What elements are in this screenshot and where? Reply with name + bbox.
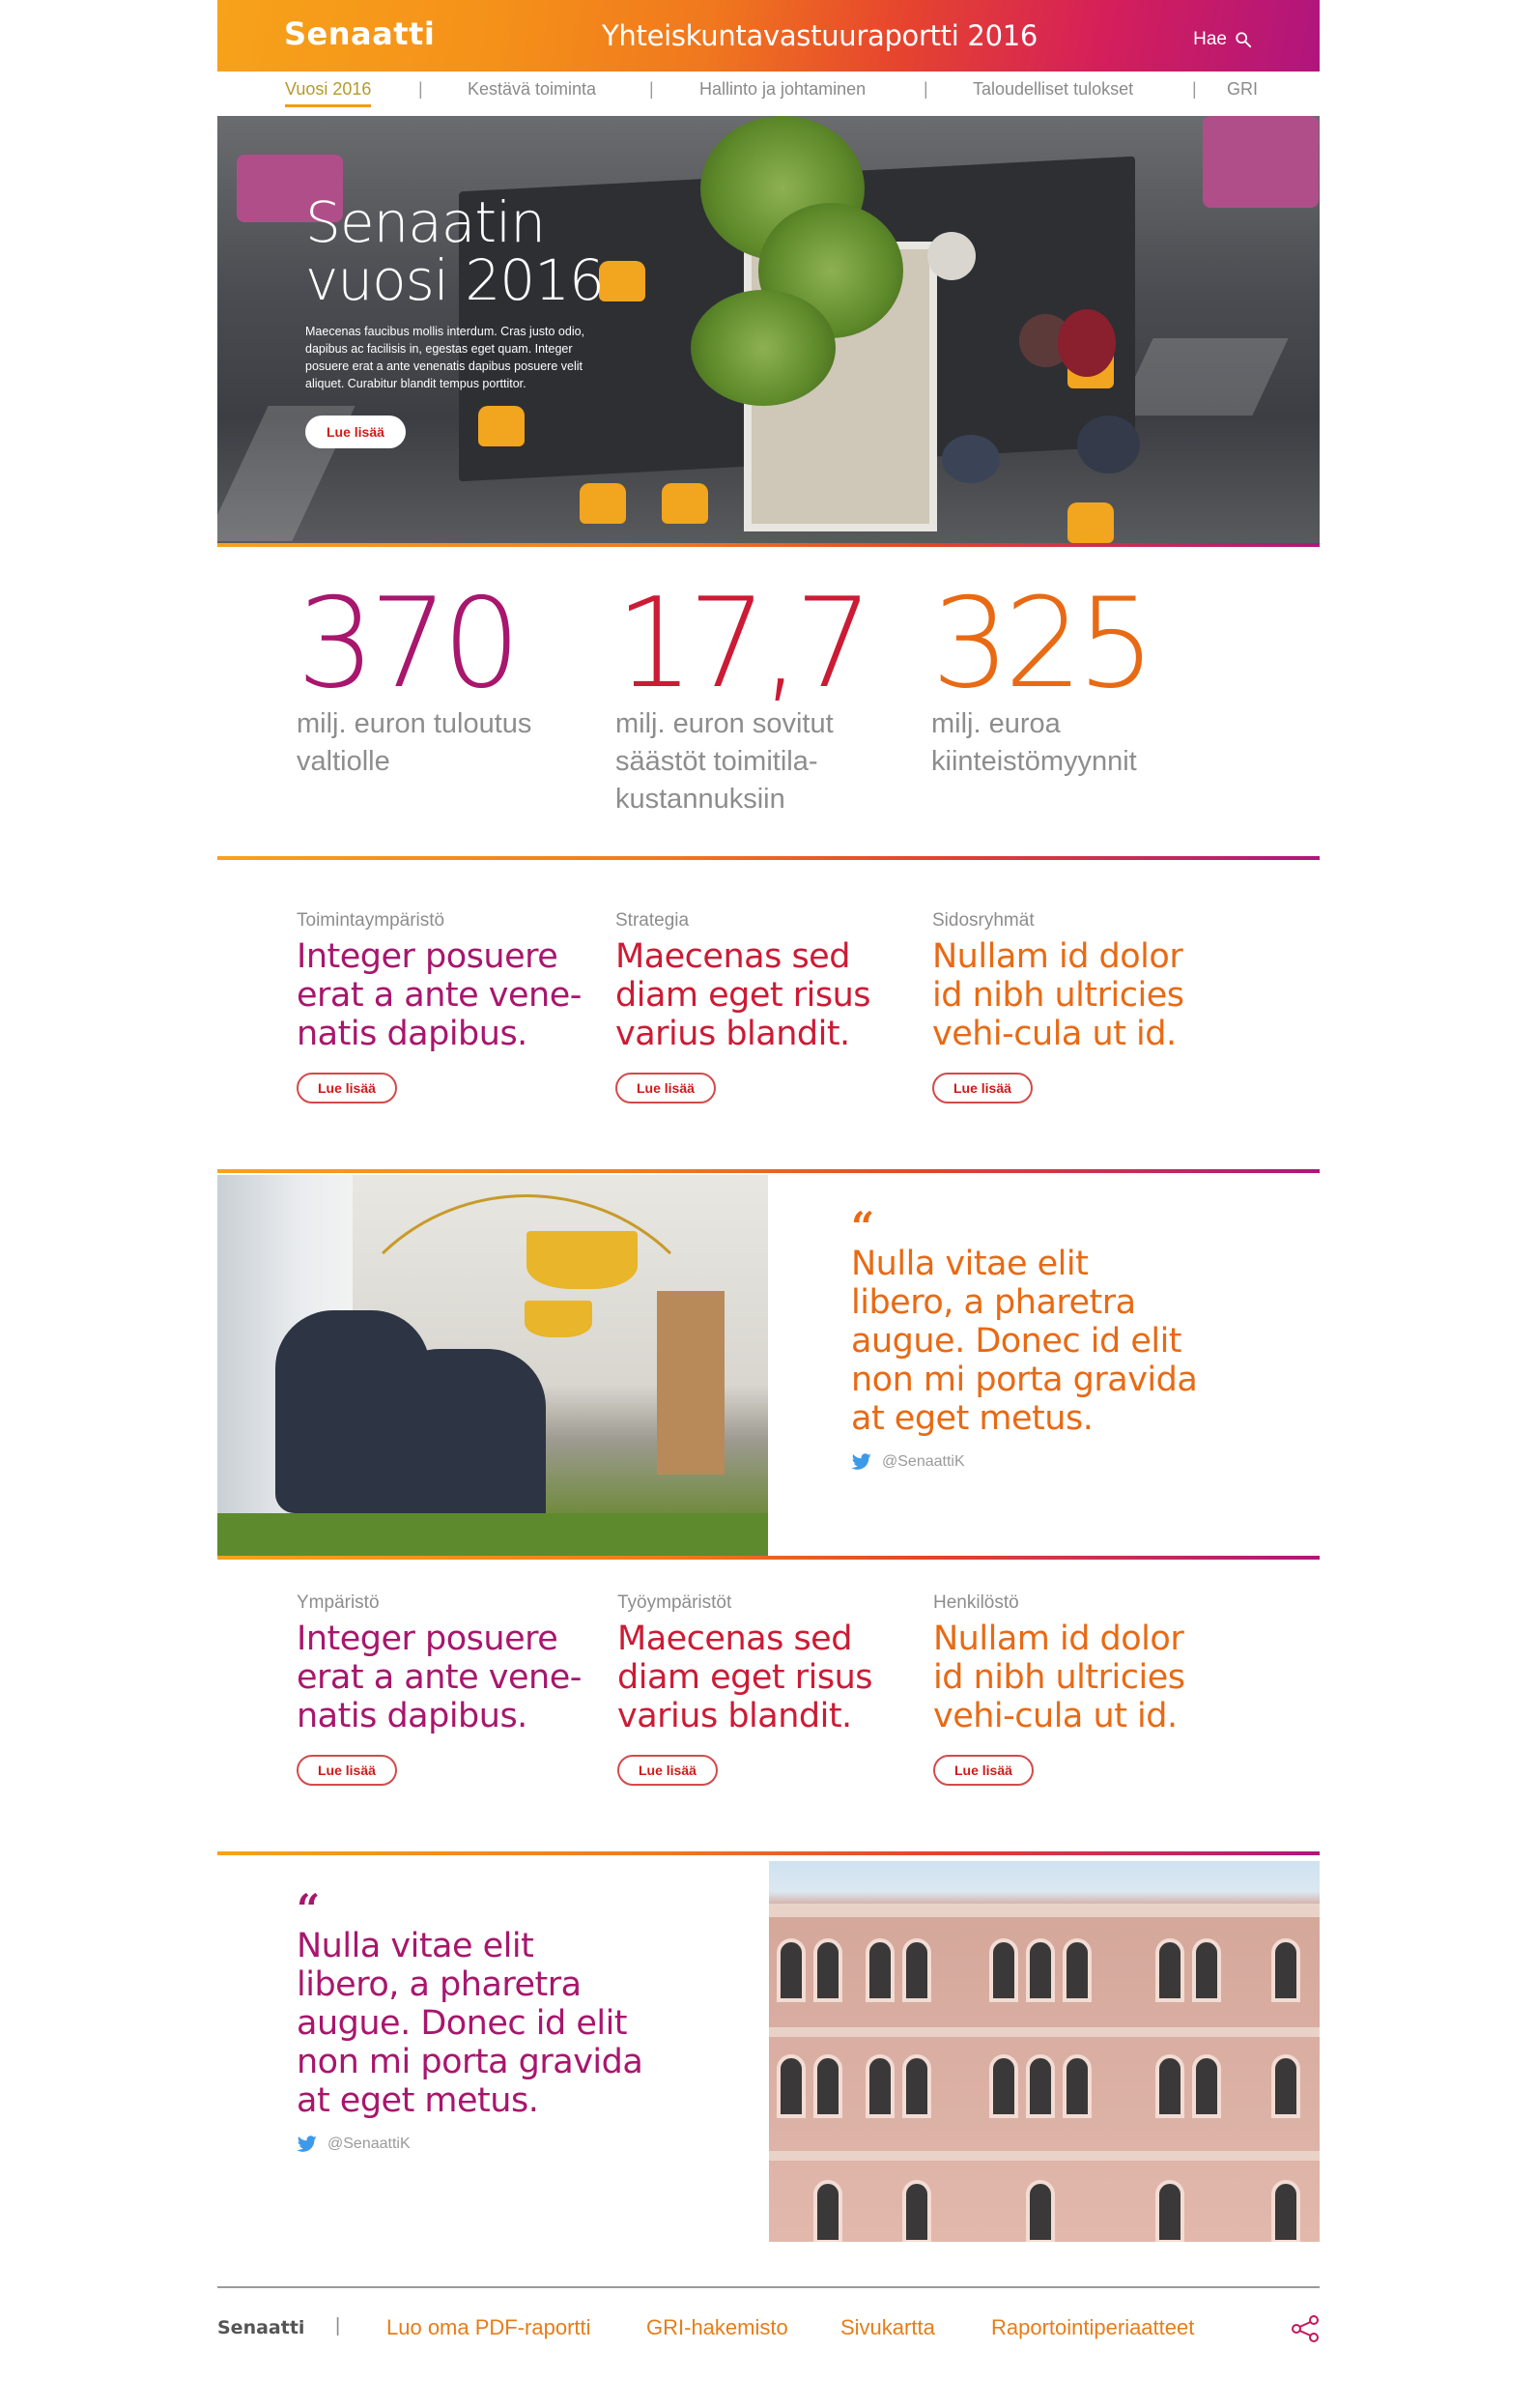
- person: [1077, 416, 1140, 473]
- nav-item-gri[interactable]: GRI: [1227, 79, 1259, 99]
- feature-card: [615, 910, 905, 1104]
- stat-label-line: milj. euroa: [931, 708, 1061, 739]
- cornice: [769, 2151, 1320, 2161]
- person: [927, 232, 976, 280]
- stat-label: [615, 705, 905, 818]
- building-window: [1155, 2054, 1184, 2118]
- feature-read-more-button[interactable]: Lue lisää: [617, 1755, 718, 1786]
- building-window: [1271, 1938, 1300, 2002]
- chair: [580, 483, 626, 524]
- feature-read-more-button[interactable]: Lue lisää: [297, 1755, 397, 1786]
- feature-category: Toimintaympäristö: [297, 910, 445, 931]
- divider: [217, 543, 1320, 547]
- footer-link-principles[interactable]: Raportointiperiaatteet: [991, 2315, 1195, 2339]
- quote-block: [851, 1203, 1199, 1471]
- sofa: [1203, 116, 1319, 208]
- twitter-icon: [297, 2136, 318, 2153]
- hero-text: [305, 189, 624, 448]
- feature-read-more-button[interactable]: Lue lisää: [932, 1073, 1033, 1104]
- rug: [217, 1513, 768, 1556]
- search-icon: [1235, 31, 1252, 48]
- divider: [217, 1169, 1320, 1173]
- lounge-photo: [217, 1175, 768, 1556]
- stat-label-line: valtiolle: [297, 746, 390, 777]
- stat-label: [931, 705, 1221, 781]
- feature-title: Maecenas sed diam eget risus varius blandit.: [617, 1620, 873, 1735]
- footer-link-gri[interactable]: GRI-hakemisto: [646, 2315, 788, 2339]
- feature-category: Ympäristö: [297, 1592, 380, 1613]
- person: [942, 435, 1000, 483]
- nav-item-hallinto[interactable]: Hallinto ja johtaminen: [699, 79, 867, 99]
- stat-item: [297, 572, 586, 781]
- quote-text: Nulla vitae elit libero, a pharetra augue. Donec id elit non mi porta gravida at eget metus.: [851, 1245, 1198, 1438]
- feature-card: [297, 1592, 586, 1786]
- main-nav: [217, 72, 1320, 116]
- footer: [217, 2315, 1320, 2344]
- quote-block: [297, 1885, 644, 2153]
- twitter-handle-text: @SenaattiK: [327, 2136, 411, 2152]
- hero-heading-line: vuosi 2016: [305, 247, 604, 313]
- divider: [217, 1556, 1320, 1560]
- stat-number: 325: [931, 572, 1151, 716]
- building-window: [1155, 1938, 1184, 2002]
- hero-heading: [305, 189, 624, 313]
- floor-lamp: [526, 1231, 638, 1289]
- twitter-handle[interactable]: [297, 2136, 644, 2153]
- tree-foliage: [691, 290, 836, 406]
- stat-number: 17,7: [615, 572, 868, 716]
- building-window: [777, 2054, 806, 2118]
- stat-number: 370: [297, 572, 516, 716]
- feature-read-more-button[interactable]: Lue lisää: [297, 1073, 397, 1104]
- footer-divider: [217, 2286, 1320, 2288]
- footer-separator: |: [335, 2315, 341, 2336]
- twitter-handle[interactable]: [851, 1453, 1199, 1471]
- cornice: [769, 1904, 1320, 1917]
- building-window: [989, 2054, 1018, 2118]
- nav-separator: |: [418, 79, 423, 99]
- building-window: [902, 1938, 931, 2002]
- floor-lamp: [525, 1301, 592, 1337]
- building-photo: [769, 1861, 1320, 2242]
- feature-card: [617, 1592, 907, 1786]
- share-icon[interactable]: [1291, 2315, 1320, 2342]
- building-window: [1063, 2054, 1092, 2118]
- stat-label-line: säästöt toimitila-: [615, 746, 818, 777]
- hero-read-more-button[interactable]: Lue lisää: [305, 416, 406, 448]
- feature-card: [297, 910, 586, 1104]
- stat-item: [615, 572, 905, 818]
- footer-link-sitemap[interactable]: Sivukartta: [840, 2315, 935, 2339]
- feature-title: Nullam id dolor id nibh ultricies vehi-cula ut id.: [933, 1620, 1185, 1735]
- feature-title: Integer posuere erat a ante vene-natis dapibus.: [297, 937, 582, 1053]
- footer-logo[interactable]: Senaatti: [217, 2317, 305, 2338]
- feature-title: Integer posuere erat a ante vene-natis dapibus.: [297, 1620, 582, 1735]
- building-window: [989, 1938, 1018, 2002]
- feature-category: Sidosryhmät: [932, 910, 1035, 931]
- feature-read-more-button[interactable]: Lue lisää: [933, 1755, 1034, 1786]
- hero-body: Maecenas faucibus mollis interdum. Cras justo odio, dapibus ac facilisis in, egestas eget quam. Integer posuere erat a ante venenatis dapibus posuere velit aliquet. Curabitur blandit tempus porttitor.: [305, 325, 585, 390]
- chair: [662, 483, 708, 524]
- building-window: [1192, 1938, 1221, 2002]
- floor-light: [1117, 338, 1288, 416]
- divider: [217, 856, 1320, 860]
- feature-card: [933, 1592, 1223, 1786]
- feature-read-more-button[interactable]: Lue lisää: [615, 1073, 716, 1104]
- quote-mark: “: [851, 1203, 875, 1250]
- stat-label-line: milj. euron sovitut: [615, 708, 834, 739]
- building-window: [813, 2054, 842, 2118]
- feature-category: Strategia: [615, 910, 690, 931]
- report-title: Yhteiskuntavastuuraportti 2016: [602, 19, 1038, 52]
- building-window: [1271, 2180, 1300, 2242]
- building-window: [777, 1938, 806, 2002]
- hero-heading-line: Senaatin: [305, 189, 545, 255]
- hero-banner: [217, 116, 1320, 547]
- header-bar: [217, 0, 1320, 72]
- chair: [1067, 502, 1114, 543]
- building-window: [813, 1938, 842, 2002]
- quote-mark: “: [297, 1885, 321, 1933]
- building-window: [902, 2054, 931, 2118]
- feature-card: [932, 910, 1222, 1104]
- nav-separator: |: [924, 79, 928, 99]
- building-window: [866, 1938, 895, 2002]
- building-window: [813, 2180, 842, 2242]
- stat-label-line: kustannuksiin: [615, 784, 785, 815]
- stat-label: [297, 705, 586, 781]
- lounge-chair: [382, 1349, 546, 1533]
- stat-label-line: milj. euron tuloutus: [297, 708, 532, 739]
- building-window: [1271, 2054, 1300, 2118]
- footer-link-pdf[interactable]: Luo oma PDF-raportti: [386, 2315, 591, 2339]
- nav-item-vuosi-2016[interactable]: Vuosi 2016: [285, 79, 371, 107]
- page: [217, 0, 1320, 2408]
- cornice: [769, 2027, 1320, 2037]
- building-window: [1192, 2054, 1221, 2118]
- building-window: [1026, 2054, 1055, 2118]
- search-button[interactable]: [1193, 29, 1252, 50]
- feature-category: Henkilöstö: [933, 1592, 1019, 1613]
- logo[interactable]: Senaatti: [284, 15, 436, 52]
- feature-category: Työympäristöt: [617, 1592, 732, 1613]
- person: [1058, 309, 1116, 377]
- building-window: [1026, 2180, 1055, 2242]
- feature-title: Maecenas sed diam eget risus varius blandit.: [615, 937, 871, 1053]
- building-window: [1155, 2180, 1184, 2242]
- nav-item-taloudelliset[interactable]: Taloudelliset tulokset: [973, 79, 1134, 99]
- divider: [217, 1851, 1320, 1855]
- stat-label-line: kiinteistömyynnit: [931, 746, 1137, 777]
- feature-title: Nullam id dolor id nibh ultricies vehi-cula ut id.: [932, 937, 1184, 1053]
- building-window: [902, 2180, 931, 2242]
- nav-separator: |: [1192, 79, 1197, 99]
- building-window: [1026, 1938, 1055, 2002]
- nav-item-kestava-toiminta[interactable]: Kestävä toiminta: [468, 79, 597, 99]
- nav-separator: |: [649, 79, 654, 99]
- quote-text: Nulla vitae elit libero, a pharetra augue. Donec id elit non mi porta gravida at eget metus.: [297, 1927, 643, 2120]
- search-label: Hae: [1193, 29, 1227, 49]
- twitter-handle-text: @SenaattiK: [882, 1453, 965, 1470]
- building-window: [1063, 1938, 1092, 2002]
- stat-item: [931, 572, 1221, 781]
- twitter-icon: [851, 1453, 872, 1471]
- building-window: [866, 2054, 895, 2118]
